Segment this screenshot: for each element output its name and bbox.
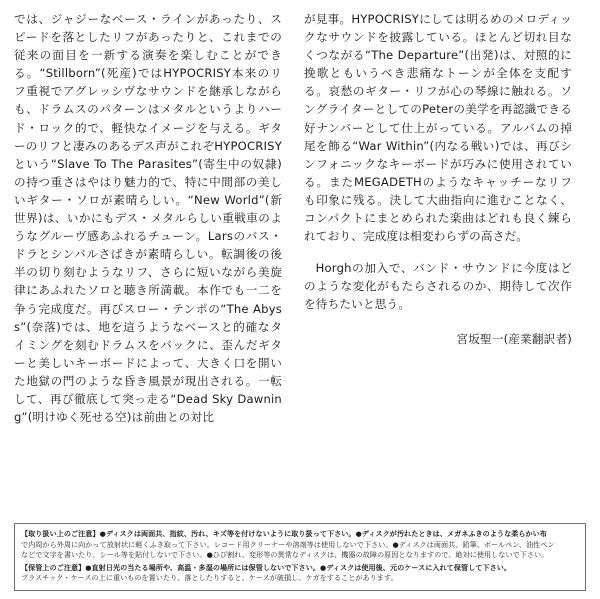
- right-column: [304, 10, 572, 530]
- notice-line-5: プラスチック・ケースの上に重いものを置いたり、落としたりすると、ケースが破損し、ケガをすることがあります。: [21, 573, 398, 583]
- right-column-paragraph-2: Horghの加入で、バンド・サウンドに今度はどのような変化がもたらされるのか、期待して次作を待ちたいと思う。: [304, 261, 572, 312]
- left-column: [14, 10, 282, 530]
- notice-line-3: などで文字を書いたり、シール等を貼付しないで下さい。●ひび割れ、変形等の異常なディスクは、機器の故障の原因となりますので、絶対に使用しないで下さい。: [21, 550, 549, 560]
- left-column-paragraph-1: では、ジャジーなベース・ラインがあったり、スピードを落としたリフがあったりと、これまでの従来の面目を一新する演奏を楽しむことができる。“Stillborn”(死産)ではHYPOCRISY本来のリフ重視でアグレッシヴなサウンドを継承しながらも、ドラムスのパターンはメタルというよりハード・ロック的で、軽快なイメージを与える。ギターのリフと凄みのあるデス声がこれぞHYPOCRISYという“Slave To The Parasites”(寄生中の奴隷)の持つ重さはやはり魅力的で、特に中間部の美しいギター・ソロが素晴らしい。“New World”(新世界)は、いかにもデス・メタルらしい重戦車のようなグルーヴ感あふれるチューン。Larsのバス・ドラとシンバルさばきが素晴らしい。転調後の後半の切り刻むようなリフ、さらに短いながら美旋律にあふれたソロと聴き所満載。本作でも一二を争う完成度だ。再びスロー・テンポの“The Abyss”(奈落)では、地を這うようなベースと的確なタイミングを刻むドラムスをバックに、歪んだギターと美しいキーボードによって、大きく口を開いた地獄の門のような昏き風景が現出される。一転して、再び徹底して突っ走る“Dead Sky Dawning”(明けゆく死せる空)は前曲との対比: [14, 12, 282, 425]
- handling-notice-box: [14, 523, 586, 591]
- author-signature: 宮坂聖一(産業翻訳者): [456, 331, 572, 346]
- notice-line-4: 【保管上のご注意】●直射日光の当たる場所や、高温・多湿の場所には保管しないで下さい。●ディスクは使用後、元のケースに入れて保管して下さい。: [21, 562, 512, 572]
- notice-line-1: 【取り扱い上のご注意】●ディスクは両面共、指紋、汚れ、キズ等を付けないように取り扱って下さい。●ディスクが汚れたときは、メガネふきのような柔らかい布: [21, 529, 547, 539]
- text-columns: [14, 10, 586, 530]
- right-column-paragraph-1: が見事。HYPOCRISYにしては明るめのメロディックなサウンドを披露している。ほとんど切れ目なくつながる“The Departure”(出発)は、対照的に挽歌ともいうべき悲痛なトーンが全体を支配する。哀愁のギター・リフが心の琴線に触れる。ソングライターとしてのPeterの美学を再認識できる好ナンバーとして仕上がっている。アルバムの掉尾を飾る“War Within”(内なる戦い)では、再びシンフォニックなキーボードが巧みに使用されている。またMEGADETHのようなキャッチーなリフも印象に残る。決して大曲指向に進むことなく、コンパクトにまとめられた楽曲はどれも良く練られており、完成度は相変わらずの高さだ。: [304, 12, 572, 244]
- notice-line-2: で内周から外周に向かって放射状に軽くふき取って下さい。レコード用クリーナーや溶剤等は使用しないで下さい。●ディスクは両面共、鉛筆、ボールペン、油性ペン: [21, 539, 555, 549]
